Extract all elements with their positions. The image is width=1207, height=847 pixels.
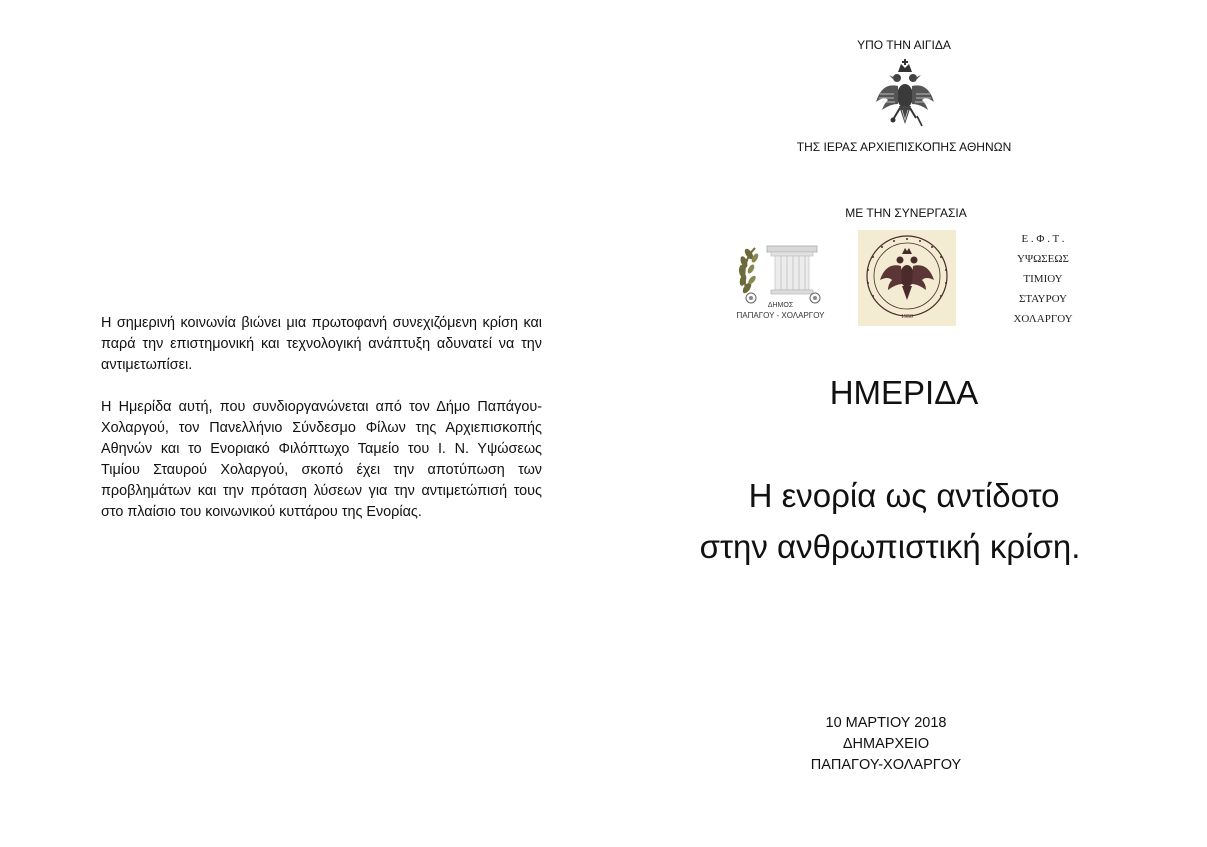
municipality-logo-name: ΠΑΠΑΓΟΥ - ΧΟΛΑΡΓΟΥ bbox=[736, 311, 825, 320]
event-info bbox=[700, 713, 1072, 776]
laurel-column-icon bbox=[733, 242, 828, 304]
event-subtitle-line-2: στην ανθρωπιστική κρίση. bbox=[699, 528, 1081, 565]
ept-organization-label bbox=[998, 229, 1088, 329]
archdiocese-label: ΤΗΣ ΙΕΡΑΣ ΑΡΧΙΕΠΙΣΚΟΠΗΣ ΑΘΗΝΩΝ bbox=[796, 140, 1012, 154]
municipality-logo-label: ΔΗΜΟΣ bbox=[767, 302, 794, 309]
event-date: 10 ΜΑΡΤΙΟΥ 2018 bbox=[825, 715, 947, 731]
event-venue-location: ΠΑΠΑΓΟΥ-ΧΟΛΑΡΓΟΥ bbox=[810, 757, 962, 773]
aegis-label: ΥΠΟ ΤΗΝ ΑΙΓΙΔΑ bbox=[857, 38, 951, 52]
ept-line: Ε . Φ . Τ . bbox=[1021, 233, 1065, 245]
ept-line: ΥΨΩΣΕΩΣ bbox=[1017, 253, 1069, 265]
double-headed-eagle-icon bbox=[874, 58, 936, 130]
event-title: ΗΜΕΡΙΔΑ bbox=[829, 374, 979, 411]
ept-line: ΣΤΑΥΡΟΥ bbox=[1019, 293, 1067, 305]
intro-paragraph: Η σημερινή κοινωνία βιώνει μια πρωτοφανή συνεχιζόμενη κρίση και παρά την επιστημονική και τεχνολογική ανάπτυξη αδυνατεί να την αντιμετωπίσει. bbox=[101, 315, 542, 373]
ept-line: ΧΟΛΑΡΓΟΥ bbox=[1013, 313, 1073, 325]
purpose-paragraph: Η Ημερίδα αυτή, που συνδιοργανώνεται από τον Δήμο Παπάγου-Χολαργού, τον Πανελλήνιο Σύνδεσμο Φίλων της Αρχιεπισκοπής Αθηνών και το Ενοριακό Φιλόπτωχο Ταμείο του Ι. Ν. Υψώσεως Τιμίου Σταυρού Χολαργού, σκοπό έχει την αποτύπωση των προβλημάτων και την πρόταση λύσεων για την αντιμετώπισή τους στο πλαίσιο του κοινωνικού κυττάρου της Ενορίας. bbox=[101, 399, 542, 520]
ept-line: ΤΙΜΙΟΥ bbox=[1023, 273, 1063, 285]
cooperation-label: ΜΕ ΤΗΝ ΣΥΝΕΡΓΑΣΙΑ bbox=[845, 206, 967, 220]
svg-text:1950: 1950 bbox=[901, 314, 913, 320]
municipality-logo bbox=[733, 242, 828, 322]
event-venue: ΔΗΜΑΡΧΕΙΟ bbox=[842, 736, 930, 752]
association-seal-icon bbox=[858, 230, 956, 326]
event-subtitle-line-1: Η ενορία ως αντίδοτο bbox=[748, 477, 1060, 514]
